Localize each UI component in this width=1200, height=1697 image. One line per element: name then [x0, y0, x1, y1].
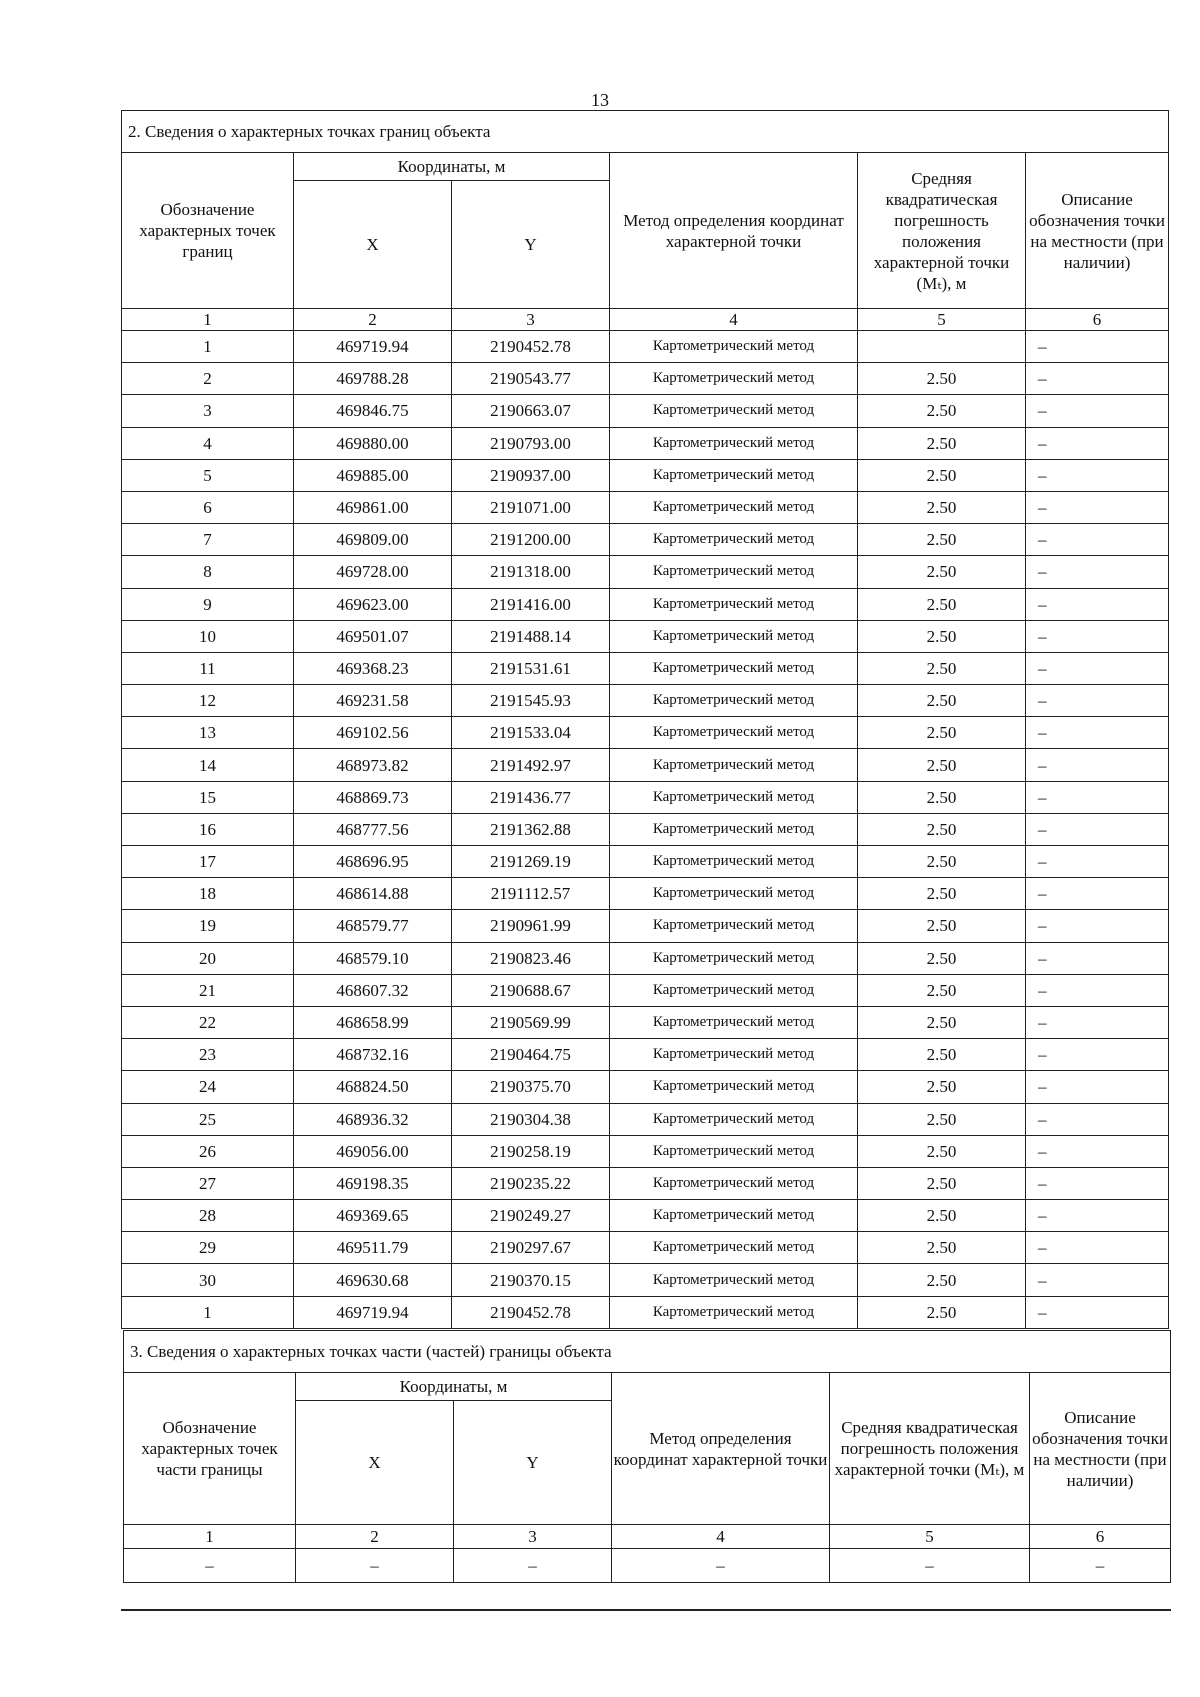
cell-error: 2.50 — [858, 878, 1026, 910]
cell-y: 2190663.07 — [452, 395, 610, 427]
cell-method: Картометрический метод — [610, 556, 858, 588]
cell-point: 1 — [122, 1296, 294, 1328]
table-row — [122, 1232, 1169, 1264]
cell-description: – — [1026, 846, 1169, 878]
table-row — [122, 427, 1169, 459]
cell-x: 468777.56 — [294, 813, 452, 845]
cell-description: – — [1026, 427, 1169, 459]
cell-y: 2190304.38 — [452, 1103, 610, 1135]
table-row — [122, 878, 1169, 910]
cell-point: 27 — [122, 1167, 294, 1199]
cell-y: 2191362.88 — [452, 813, 610, 845]
cell-point: 17 — [122, 846, 294, 878]
header-y: Y — [454, 1401, 612, 1525]
cell-x: 468607.32 — [294, 974, 452, 1006]
header-description: Описание обозначения точки на местности (при наличии) — [1030, 1373, 1171, 1525]
cell-error: 2.50 — [858, 427, 1026, 459]
cell-y: 2191533.04 — [452, 717, 610, 749]
header-coords: Координаты, м — [294, 153, 610, 181]
cell-method: Картометрический метод — [610, 1071, 858, 1103]
header-method: Метод определения координат характерной точки — [612, 1373, 830, 1525]
cell-description: – — [1026, 524, 1169, 556]
cell-y: 2190375.70 — [452, 1071, 610, 1103]
cell-description: – — [1026, 588, 1169, 620]
header-designation: Обозначение характерных точек границ — [122, 153, 294, 309]
cell-x: 469719.94 — [294, 331, 452, 363]
cell-method: Картометрический метод — [610, 910, 858, 942]
cell-y: 2191492.97 — [452, 749, 610, 781]
cell-point: 22 — [122, 1006, 294, 1038]
table-row — [122, 331, 1169, 363]
cell-y: 2191545.93 — [452, 685, 610, 717]
cell-method: Картометрический метод — [610, 1232, 858, 1264]
cell-x: 468658.99 — [294, 1006, 452, 1038]
col-number: 6 — [1026, 309, 1169, 331]
table-row — [122, 974, 1169, 1006]
header-method: Метод определения координат характерной точки — [610, 153, 858, 309]
cell-error: 2.50 — [858, 846, 1026, 878]
cell-method: Картометрический метод — [610, 620, 858, 652]
cell-point: 6 — [122, 491, 294, 523]
cell-y: 2191269.19 — [452, 846, 610, 878]
cell-y: 2190543.77 — [452, 363, 610, 395]
cell-x: 469056.00 — [294, 1135, 452, 1167]
table-row — [122, 1103, 1169, 1135]
cell-description: – — [1026, 878, 1169, 910]
cell-description: – — [1026, 749, 1169, 781]
cell-method: Картометрический метод — [610, 652, 858, 684]
cell-x: 469368.23 — [294, 652, 452, 684]
cell-point: 18 — [122, 878, 294, 910]
table-row — [122, 1200, 1169, 1232]
header-designation: Обозначение характерных точек части границы — [124, 1373, 296, 1525]
cell-error: 2.50 — [858, 459, 1026, 491]
cell-error: 2.50 — [858, 749, 1026, 781]
cell-error: 2.50 — [858, 1296, 1026, 1328]
cell-y: 2191488.14 — [452, 620, 610, 652]
cell-method: Картометрический метод — [610, 363, 858, 395]
cell-error: 2.50 — [858, 1167, 1026, 1199]
table-row — [122, 363, 1169, 395]
col-number: 4 — [612, 1525, 830, 1549]
table-row — [122, 491, 1169, 523]
table-row — [122, 1167, 1169, 1199]
cell-y: 2190793.00 — [452, 427, 610, 459]
cell-y: 2191416.00 — [452, 588, 610, 620]
col-number: 1 — [122, 309, 294, 331]
col-number: 3 — [452, 309, 610, 331]
cell-method: Картометрический метод — [610, 459, 858, 491]
cell-error: 2.50 — [858, 1039, 1026, 1071]
cell-x: 469880.00 — [294, 427, 452, 459]
cell-method: Картометрический метод — [610, 395, 858, 427]
cell-x: 469846.75 — [294, 395, 452, 427]
cell-method: Картометрический метод — [610, 1200, 858, 1232]
cell-error: 2.50 — [858, 588, 1026, 620]
cell-error: 2.50 — [858, 491, 1026, 523]
page-number: 13 — [591, 90, 609, 110]
cell-method: Картометрический метод — [610, 813, 858, 845]
cell-point: 9 — [122, 588, 294, 620]
cell-y: 2190258.19 — [452, 1135, 610, 1167]
cell-point: 16 — [122, 813, 294, 845]
cell-y: 2190249.27 — [452, 1200, 610, 1232]
cell-description: – — [1026, 1039, 1169, 1071]
cell-point: 24 — [122, 1071, 294, 1103]
cell-description: – — [1026, 459, 1169, 491]
cell-x: 468824.50 — [294, 1071, 452, 1103]
col-number: 2 — [296, 1525, 454, 1549]
section3-title: 3. Сведения о характерных точках части (частей) границы объекта — [124, 1331, 1171, 1373]
cell-y: 2190569.99 — [452, 1006, 610, 1038]
cell-error: 2.50 — [858, 524, 1026, 556]
header-error: Средняя квадратическая погрешность положения характерной точки (Mₜ), м — [830, 1373, 1030, 1525]
cell-description: – — [1026, 1264, 1169, 1296]
table-row — [122, 813, 1169, 845]
cell-y: 2191112.57 — [452, 878, 610, 910]
cell-method: Картометрический метод — [610, 1296, 858, 1328]
cell-error: 2.50 — [858, 1006, 1026, 1038]
cell-point: 28 — [122, 1200, 294, 1232]
cell-point: 14 — [122, 749, 294, 781]
cell-description: – — [1026, 1232, 1169, 1264]
cell-y: 2190961.99 — [452, 910, 610, 942]
cell-point: 29 — [122, 1232, 294, 1264]
cell-description: – — [1030, 1549, 1171, 1583]
table-row — [122, 910, 1169, 942]
cell-point: 20 — [122, 942, 294, 974]
cell-method: Картометрический метод — [610, 1039, 858, 1071]
cell-x: 469885.00 — [294, 459, 452, 491]
cell-description: – — [1026, 781, 1169, 813]
cell-x: 468732.16 — [294, 1039, 452, 1071]
cell-method: Картометрический метод — [610, 331, 858, 363]
cell-point: 13 — [122, 717, 294, 749]
header-y: Y — [452, 181, 610, 309]
cell-y: 2191071.00 — [452, 491, 610, 523]
cell-point: 19 — [122, 910, 294, 942]
cell-method: Картометрический метод — [610, 878, 858, 910]
cell-point: 26 — [122, 1135, 294, 1167]
cell-error: 2.50 — [858, 974, 1026, 1006]
cell-error: 2.50 — [858, 942, 1026, 974]
table-row — [122, 1071, 1169, 1103]
cell-point: 25 — [122, 1103, 294, 1135]
table-row — [122, 942, 1169, 974]
table-row — [122, 652, 1169, 684]
cell-method: Картометрический метод — [610, 491, 858, 523]
cell-error: 2.50 — [858, 1232, 1026, 1264]
table-row — [122, 556, 1169, 588]
table-row — [122, 524, 1169, 556]
cell-y: 2190688.67 — [452, 974, 610, 1006]
cell-description: – — [1026, 652, 1169, 684]
cell-y: 2190937.00 — [452, 459, 610, 491]
cell-error: 2.50 — [858, 1135, 1026, 1167]
cell-x: 469788.28 — [294, 363, 452, 395]
cell-x: 469623.00 — [294, 588, 452, 620]
cell-description: – — [1026, 1006, 1169, 1038]
cell-error: 2.50 — [858, 652, 1026, 684]
cell-description: – — [1026, 556, 1169, 588]
cell-point: 1 — [122, 331, 294, 363]
cell-error: 2.50 — [858, 1264, 1026, 1296]
col-number: 1 — [124, 1525, 296, 1549]
cell-method: Картометрический метод — [610, 1103, 858, 1135]
cell-description: – — [1026, 363, 1169, 395]
cell-error: 2.50 — [858, 717, 1026, 749]
cell-y: 2190452.78 — [452, 1296, 610, 1328]
cell-x: 469369.65 — [294, 1200, 452, 1232]
cell-y: 2190452.78 — [452, 331, 610, 363]
cell-x: 469501.07 — [294, 620, 452, 652]
cell-point: 15 — [122, 781, 294, 813]
cell-x: 468869.73 — [294, 781, 452, 813]
cell-point: 23 — [122, 1039, 294, 1071]
cell-x: 469861.00 — [294, 491, 452, 523]
table-row — [122, 846, 1169, 878]
cell-x: 468579.10 — [294, 942, 452, 974]
col-number: 5 — [858, 309, 1026, 331]
header-coords: Координаты, м — [296, 1373, 612, 1401]
table-row — [122, 459, 1169, 491]
cell-method: Картометрический метод — [610, 846, 858, 878]
cell-y: – — [454, 1549, 612, 1583]
cell-error: 2.50 — [858, 363, 1026, 395]
cell-y: 2191531.61 — [452, 652, 610, 684]
cell-error: – — [830, 1549, 1030, 1583]
cell-point: 21 — [122, 974, 294, 1006]
cell-x: 469728.00 — [294, 556, 452, 588]
cell-y: 2190464.75 — [452, 1039, 610, 1071]
cell-x: 469511.79 — [294, 1232, 452, 1264]
cell-error: 2.50 — [858, 813, 1026, 845]
cell-description: – — [1026, 1071, 1169, 1103]
cell-x: 468936.32 — [294, 1103, 452, 1135]
table-row — [122, 685, 1169, 717]
cell-point: 30 — [122, 1264, 294, 1296]
cell-description: – — [1026, 910, 1169, 942]
cell-point: 4 — [122, 427, 294, 459]
cell-description: – — [1026, 491, 1169, 523]
cell-point: 5 — [122, 459, 294, 491]
cell-y: 2191318.00 — [452, 556, 610, 588]
cell-method: Картометрический метод — [610, 427, 858, 459]
col-number: 6 — [1030, 1525, 1171, 1549]
cell-y: 2190235.22 — [452, 1167, 610, 1199]
cell-error: 2.50 — [858, 910, 1026, 942]
cell-error: 2.50 — [858, 781, 1026, 813]
table-row — [122, 1264, 1169, 1296]
cell-point: – — [124, 1549, 296, 1583]
cell-error: 2.50 — [858, 620, 1026, 652]
cell-y: 2190370.15 — [452, 1264, 610, 1296]
cell-error: 2.50 — [858, 1071, 1026, 1103]
cell-description: – — [1026, 1135, 1169, 1167]
cell-point: 10 — [122, 620, 294, 652]
table-row — [122, 1006, 1169, 1038]
cell-point: 11 — [122, 652, 294, 684]
cell-description: – — [1026, 620, 1169, 652]
cell-description: – — [1026, 942, 1169, 974]
cell-description: – — [1026, 685, 1169, 717]
section2-table — [121, 110, 1169, 1329]
cell-method: Картометрический метод — [610, 974, 858, 1006]
cell-error — [858, 331, 1026, 363]
cell-x: 468614.88 — [294, 878, 452, 910]
table-row — [122, 1296, 1169, 1328]
cell-method: Картометрический метод — [610, 749, 858, 781]
cell-point: 8 — [122, 556, 294, 588]
section3-table — [123, 1330, 1171, 1583]
col-number: 4 — [610, 309, 858, 331]
cell-method: Картометрический метод — [610, 588, 858, 620]
cell-y: 2191436.77 — [452, 781, 610, 813]
cell-method: Картометрический метод — [610, 1006, 858, 1038]
cell-error: 2.50 — [858, 1103, 1026, 1135]
cell-y: 2190297.67 — [452, 1232, 610, 1264]
cell-description: – — [1026, 1200, 1169, 1232]
table-row — [124, 1549, 1171, 1583]
cell-method: Картометрический метод — [610, 717, 858, 749]
bottom-rule — [121, 1609, 1171, 1611]
cell-x: 468973.82 — [294, 749, 452, 781]
cell-x: 469102.56 — [294, 717, 452, 749]
table-row — [122, 588, 1169, 620]
cell-description: – — [1026, 813, 1169, 845]
cell-method: Картометрический метод — [610, 781, 858, 813]
table-row — [122, 1039, 1169, 1071]
cell-x: 469231.58 — [294, 685, 452, 717]
cell-y: 2190823.46 — [452, 942, 610, 974]
table-row — [122, 781, 1169, 813]
cell-y: 2191200.00 — [452, 524, 610, 556]
cell-point: 12 — [122, 685, 294, 717]
cell-x: 469198.35 — [294, 1167, 452, 1199]
col-number: 3 — [454, 1525, 612, 1549]
cell-x: 469630.68 — [294, 1264, 452, 1296]
col-number: 5 — [830, 1525, 1030, 1549]
cell-x: 469809.00 — [294, 524, 452, 556]
col-number: 2 — [294, 309, 452, 331]
cell-description: – — [1026, 331, 1169, 363]
header-error: Средняя квадратическая погрешность положения характерной точки (Mₜ), м — [858, 153, 1026, 309]
cell-method: Картометрический метод — [610, 1135, 858, 1167]
header-x: X — [294, 181, 452, 309]
table-row — [122, 395, 1169, 427]
cell-method: Картометрический метод — [610, 1167, 858, 1199]
cell-error: 2.50 — [858, 556, 1026, 588]
cell-x: – — [296, 1549, 454, 1583]
table-row — [122, 620, 1169, 652]
cell-method: – — [612, 1549, 830, 1583]
cell-description: – — [1026, 974, 1169, 1006]
cell-point: 2 — [122, 363, 294, 395]
cell-description: – — [1026, 1296, 1169, 1328]
cell-error: 2.50 — [858, 395, 1026, 427]
header-x: X — [296, 1401, 454, 1525]
cell-method: Картометрический метод — [610, 685, 858, 717]
cell-description: – — [1026, 1167, 1169, 1199]
cell-point: 7 — [122, 524, 294, 556]
cell-method: Картометрический метод — [610, 1264, 858, 1296]
table-row — [122, 717, 1169, 749]
table-row — [122, 1135, 1169, 1167]
cell-error: 2.50 — [858, 685, 1026, 717]
header-description: Описание обозначения точки на местности (при наличии) — [1026, 153, 1169, 309]
cell-description: – — [1026, 395, 1169, 427]
cell-x: 468579.77 — [294, 910, 452, 942]
cell-description: – — [1026, 717, 1169, 749]
cell-description: – — [1026, 1103, 1169, 1135]
cell-point: 3 — [122, 395, 294, 427]
cell-method: Картометрический метод — [610, 942, 858, 974]
table-row — [122, 749, 1169, 781]
cell-x: 469719.94 — [294, 1296, 452, 1328]
cell-error: 2.50 — [858, 1200, 1026, 1232]
cell-x: 468696.95 — [294, 846, 452, 878]
cell-method: Картометрический метод — [610, 524, 858, 556]
section2-title: 2. Сведения о характерных точках границ объекта — [122, 111, 1169, 153]
